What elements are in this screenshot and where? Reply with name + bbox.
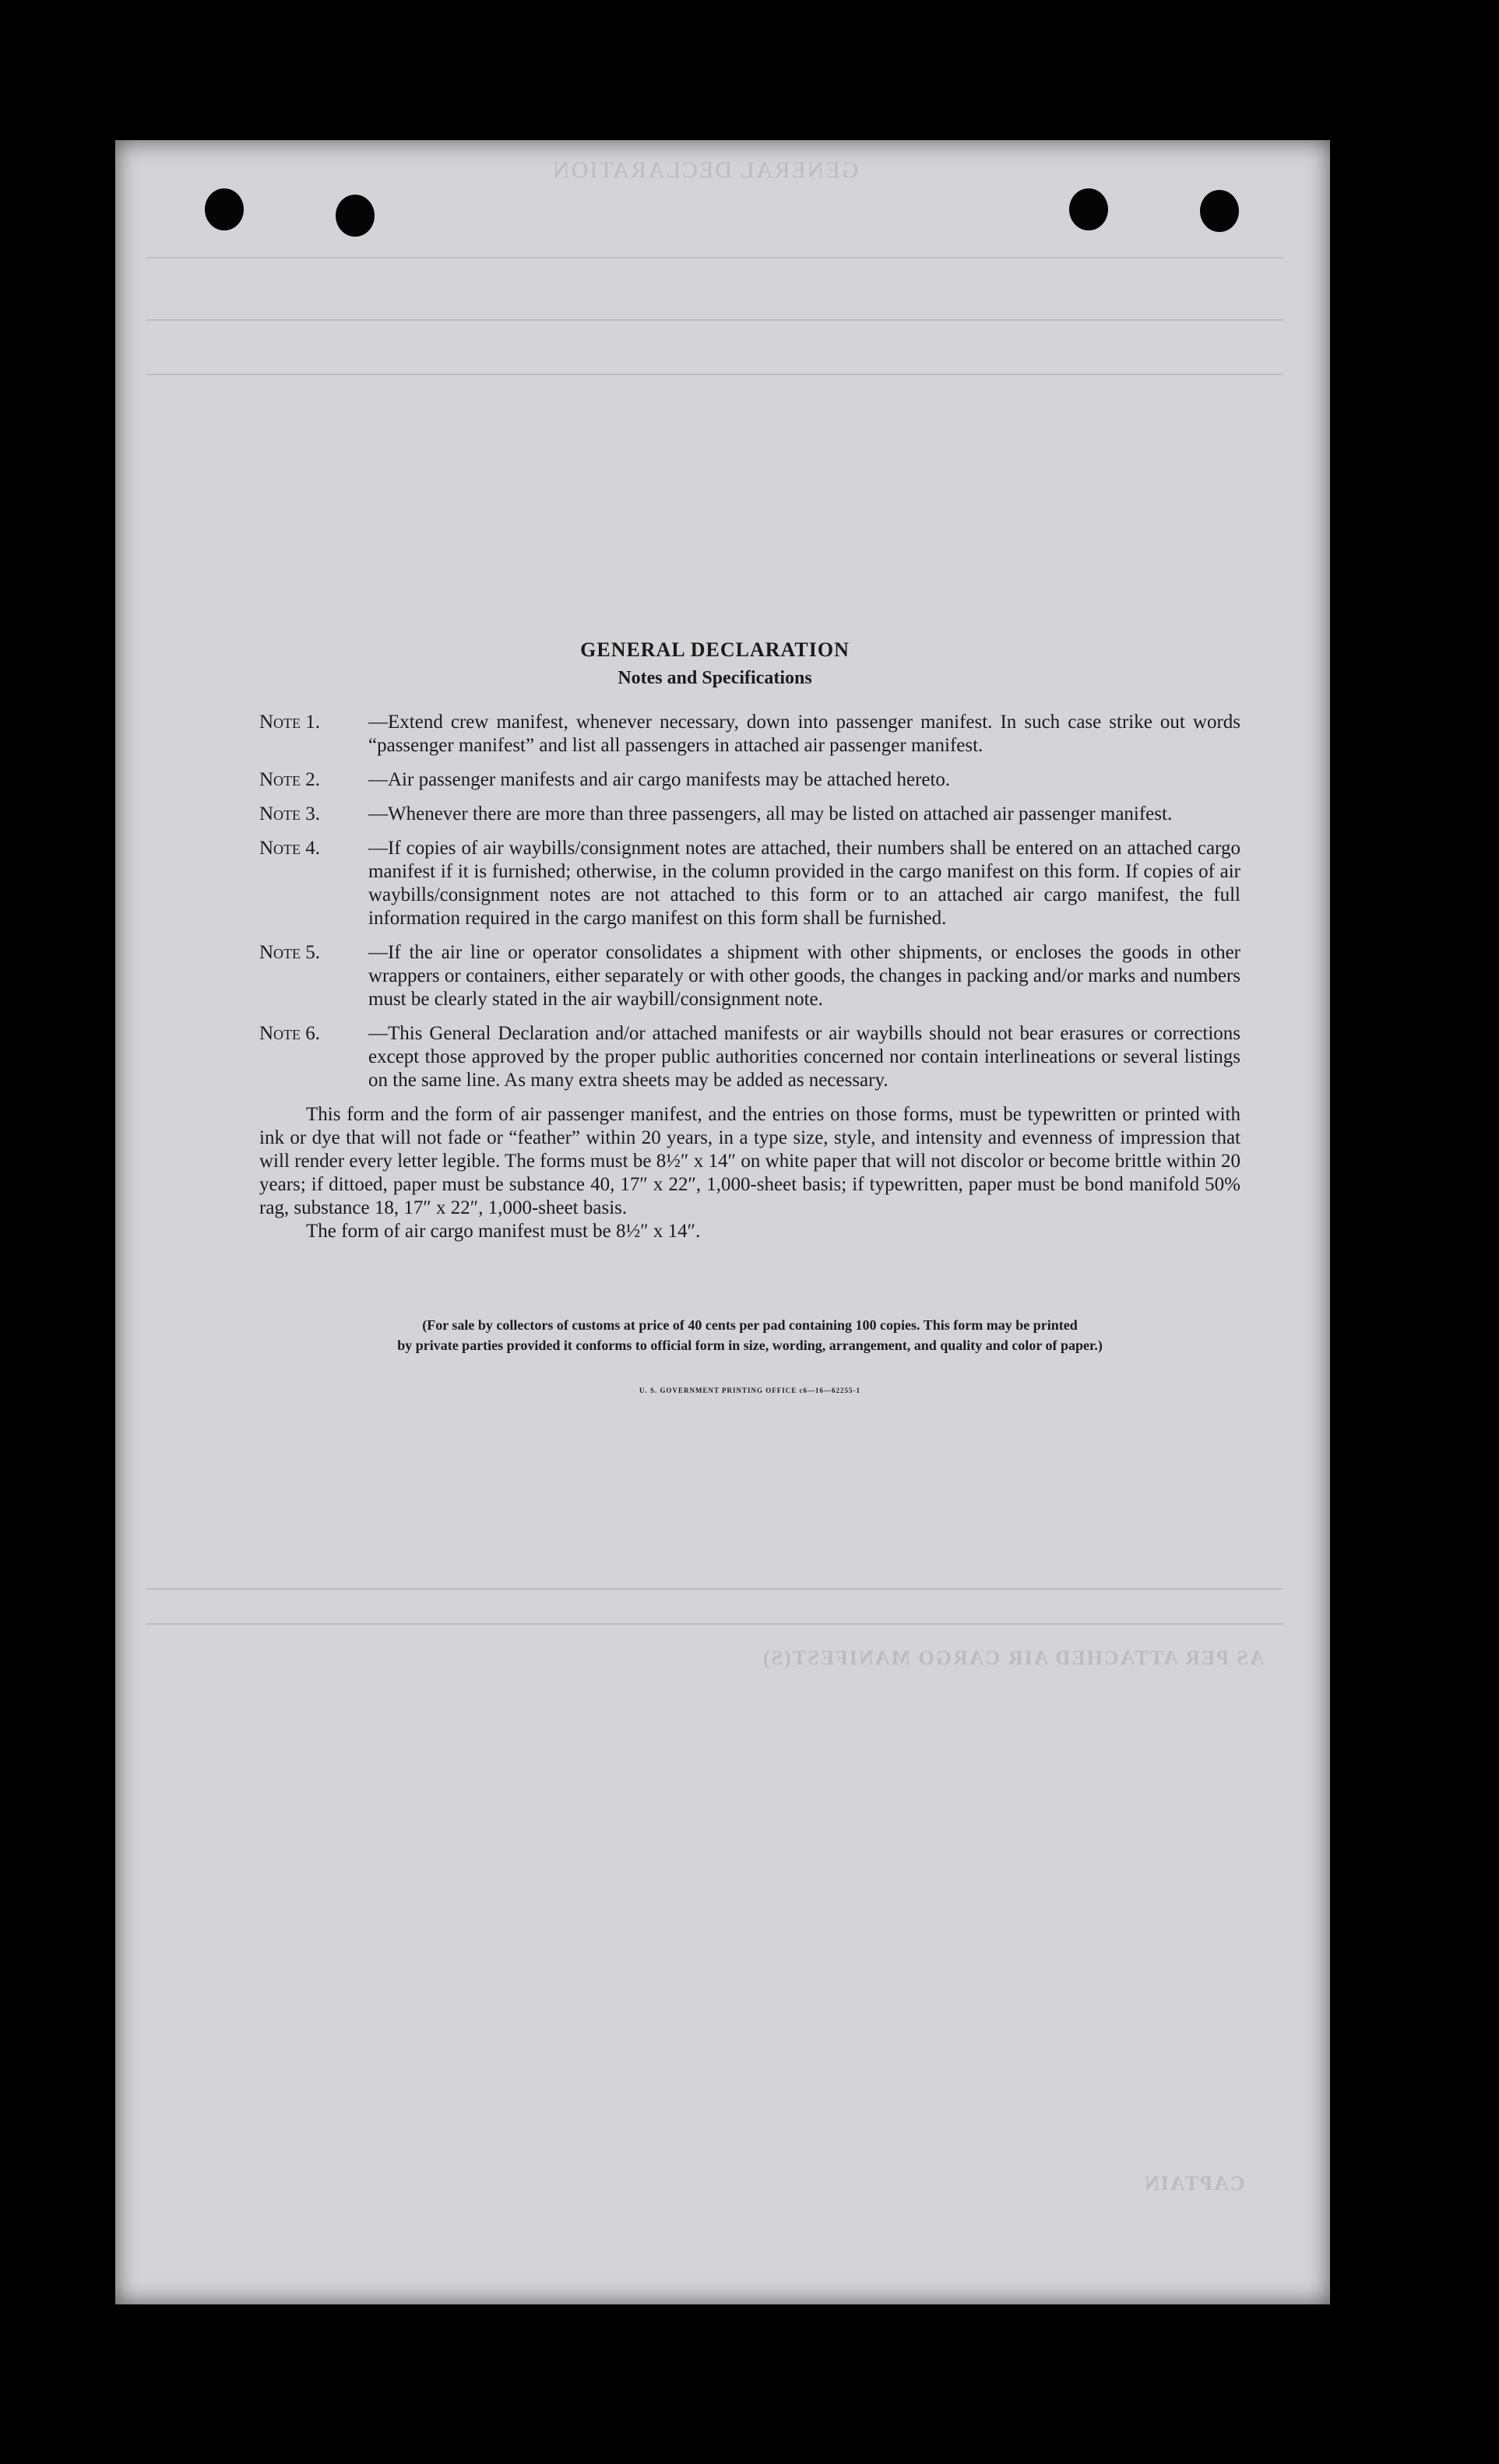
notes-section [259, 638, 1240, 1394]
note-label: Note 3. [259, 803, 321, 824]
bleed-through-cargo-line: AS PER ATTACHED AIR CARGO MANIFEST(S) [762, 1647, 1265, 1669]
note-label: Note 4. [259, 838, 321, 859]
bleed-through-rule [146, 1623, 1283, 1625]
note-label: Note 5. [259, 942, 321, 963]
bleed-through-captain: CAPTAIN [1143, 2172, 1245, 2195]
bleed-through-rule [146, 257, 1283, 258]
document-page [115, 140, 1330, 2304]
page-subtitle: Notes and Specifications [618, 668, 812, 688]
note-label: Note 2. [259, 769, 321, 790]
bleed-through-rule [146, 319, 1283, 321]
sale-notice [228, 1315, 1272, 1355]
note-4 [259, 837, 1240, 930]
sale-notice-line: by private parties provided it conforms to official form in size, wording, arrangement, and quality and color of paper.) [397, 1337, 1103, 1353]
cargo-manifest-size-line: The form of air cargo manifest must be 8½″ x 14″. [306, 1221, 701, 1242]
sale-notice-line: (For sale by collectors of customs at price of 40 cents per pad containing 100 copies. This form may be printed [422, 1317, 1078, 1333]
bleed-through-rule [146, 374, 1283, 375]
punch-hole [1200, 190, 1239, 232]
punch-hole [205, 188, 244, 230]
note-5 [259, 941, 1240, 1011]
punch-hole [336, 195, 375, 237]
note-2 [259, 768, 1240, 792]
note-text: —If the air line or operator consolidates a shipment with other shipments, or encloses the goods in other wrappers or containers, either separately or with other goods, the changes in packing and/or marks and numbers must be clearly stated in the air waybill/consignment note. [368, 942, 1240, 1010]
bleed-through-rule [146, 1588, 1283, 1590]
page-title: GENERAL DECLARATION [580, 638, 850, 661]
note-text: —Whenever there are more than three passengers, all may be listed on attached air passenger manifest. [368, 803, 1173, 824]
note-text: —If copies of air waybills/consignment notes are attached, their numbers shall be entered on an attached cargo manifest if it is furnished; otherwise, in the column provided in the cargo manifest on this form. If copies of air waybills/consignment notes are not attached to this form or to an attached air cargo manifest, the full information required in the cargo manifest on this form shall be furnished. [368, 838, 1240, 929]
note-6 [259, 1022, 1240, 1092]
form-specifications-paragraph: This form and the form of air passenger manifest, and the entries on those forms, must be typewritten or printed with ink or dye that will not fade or “feather” within 20 years, in a type size, style, and intensity and evenness of impression that will render every letter legible. The forms must be 8½″ x 14″ on white paper that will not discolor or become brittle within 20 years; if dittoed, paper must be substance 40, 17″ x 22″, 1,000-sheet basis; if typewritten, paper must be bond manifold 50% rag, substance 18, 17″ x 22″, 1,000-sheet basis. [259, 1104, 1240, 1218]
note-text: —Extend crew manifest, whenever necessary, down into passenger manifest. In such case strike out words “passenger manifest” and list all passengers in attached air passenger manifest. [368, 712, 1240, 756]
note-label: Note 1. [259, 712, 321, 733]
bleed-through-header: GENERAL DECLARATION [551, 157, 859, 183]
note-1 [259, 711, 1240, 757]
printing-office-imprint: U. S. GOVERNMENT PRINTING OFFICE c6—16—62255-1 [639, 1387, 861, 1394]
note-text: —This General Declaration and/or attached manifests or air waybills should not bear erasures or corrections except those approved by the proper public authorities concerned nor contain interlineations or several listings on the same line. As many extra sheets may be added as necessary. [368, 1023, 1240, 1091]
note-text: —Air passenger manifests and air cargo manifests may be attached hereto. [368, 769, 951, 790]
note-label: Note 6. [259, 1023, 321, 1044]
note-3 [259, 803, 1240, 826]
punch-hole [1069, 188, 1108, 230]
